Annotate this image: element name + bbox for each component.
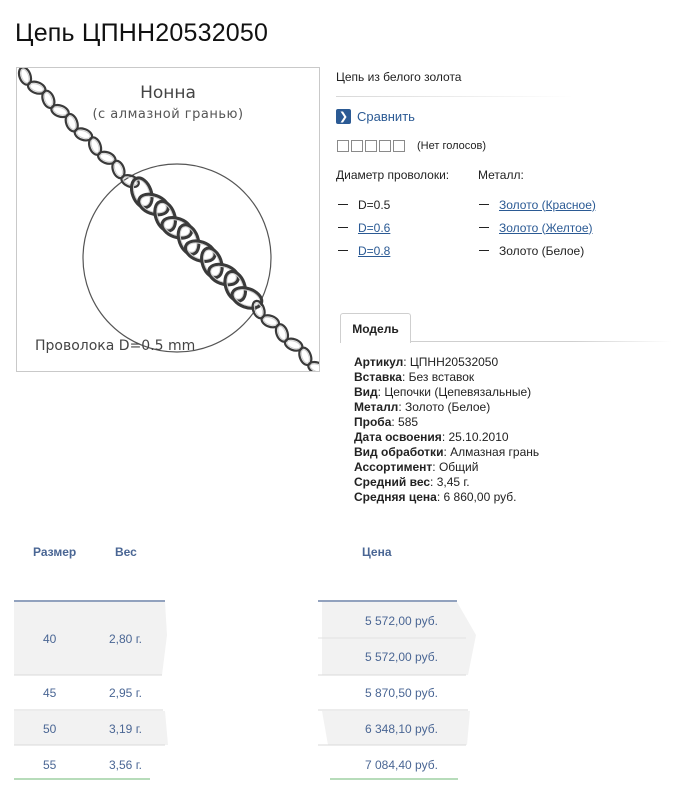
- spec-item: Вид обработки: Алмазная грань: [354, 445, 540, 459]
- spec-list: [354, 355, 539, 505]
- rating-star-1[interactable]: [337, 140, 349, 152]
- metal-option: [479, 239, 596, 262]
- spec-value: 585: [398, 415, 419, 429]
- dash: [338, 227, 348, 228]
- diameter-option: [338, 239, 390, 262]
- spec-value: Алмазная грань: [450, 445, 540, 459]
- metal-option-current: Золото (Белое): [499, 243, 585, 258]
- spec-key: Вид: [354, 385, 378, 399]
- diameter-option-current: D=0.5: [358, 197, 391, 212]
- spec-item: Ассортимент: Общий: [354, 460, 479, 474]
- metal-option-link[interactable]: Золото (Желтое): [499, 220, 593, 235]
- cell-size: 45: [43, 686, 57, 700]
- spec-value: 3,45 г.: [436, 475, 470, 489]
- cell-price: 6 348,10 руб.: [365, 722, 438, 736]
- image-caption-name: Нонна: [140, 83, 196, 103]
- cell-size: 50: [43, 722, 57, 736]
- votes-count: (Нет голосов): [417, 140, 487, 152]
- diameter-options: [338, 193, 390, 262]
- spec-value: Золото (Белое): [404, 400, 491, 414]
- diameter-option: [338, 216, 390, 239]
- image-caption-sub: (с алмазной гранью): [92, 107, 244, 122]
- tab-model[interactable]: Модель: [340, 313, 411, 343]
- cell-weight: 3,56 г.: [109, 758, 142, 772]
- diameter-option-link[interactable]: D=0.8: [358, 243, 391, 258]
- dash: [479, 204, 489, 205]
- spec-value: 25.10.2010: [448, 430, 509, 444]
- diameter-option-link[interactable]: D=0.6: [358, 220, 391, 235]
- spec-key: Дата освоения: [354, 430, 442, 444]
- metal-options: [479, 193, 596, 262]
- spec-key: Вставка: [354, 370, 402, 384]
- product-image: [16, 67, 320, 372]
- cell-weight: 2,80 г.: [109, 632, 142, 646]
- divider: [336, 96, 574, 97]
- spec-item: Проба: 585: [354, 415, 419, 429]
- cell-size: 40: [43, 632, 57, 646]
- rating-star-2[interactable]: [351, 140, 363, 152]
- spec-item: Вставка: Без вставок: [354, 370, 475, 384]
- spec-key: Артикул: [354, 355, 404, 369]
- cell-weight: 2,95 г.: [109, 686, 142, 700]
- magnifier-circle: [83, 164, 271, 352]
- spec-item: Артикул: ЦПНН20532050: [354, 355, 499, 369]
- arrow-right-icon: ❯: [336, 109, 351, 124]
- metal-option: [479, 193, 596, 216]
- column-header-weight: Вес: [115, 545, 137, 559]
- spec-value: Без вставок: [408, 370, 475, 384]
- rating-star-3[interactable]: [365, 140, 377, 152]
- dash: [338, 204, 348, 205]
- metal-option-link[interactable]: Золото (Красное): [499, 197, 596, 212]
- cell-price: 7 084,40 руб.: [365, 758, 438, 772]
- product-subtitle: Цепь из белого золота: [336, 70, 462, 84]
- spec-item: Дата освоения: 25.10.2010: [354, 430, 509, 444]
- spec-key: Металл: [354, 400, 399, 414]
- rating-star-4[interactable]: [379, 140, 391, 152]
- dash: [479, 250, 489, 251]
- rating-star-5[interactable]: [393, 140, 405, 152]
- spec-item: Вид: Цепочки (Цепевязальные): [354, 385, 532, 399]
- cell-weight: 3,19 г.: [109, 722, 142, 736]
- metal-option: [479, 216, 596, 239]
- cell-price: 5 870,50 руб.: [365, 686, 438, 700]
- spec-item: Средний вес: 3,45 г.: [354, 475, 470, 489]
- cell-price: 5 572,00 руб.: [365, 614, 438, 628]
- diameter-option: [338, 193, 390, 216]
- metal-heading: Металл:: [478, 168, 524, 182]
- compare-button[interactable]: [336, 109, 415, 124]
- spec-value: Цепочки (Цепевязальные): [384, 385, 532, 399]
- spec-key: Средняя цена: [354, 490, 437, 504]
- tab-bar: [340, 313, 672, 342]
- page-title: Цепь ЦПНН20532050: [15, 19, 269, 47]
- cell-price: 5 572,00 руб.: [365, 650, 438, 664]
- cell-size: 55: [43, 758, 57, 772]
- spec-value: ЦПНН20532050: [409, 355, 499, 369]
- column-header-size: Размер: [33, 545, 77, 559]
- spec-item: Средняя цена: 6 860,00 руб.: [354, 490, 517, 504]
- column-header-price: Цена: [362, 545, 392, 559]
- spec-item: Металл: Золото (Белое): [354, 400, 491, 414]
- spec-key: Ассортимент: [354, 460, 433, 474]
- spec-value: 6 860,00 руб.: [443, 490, 517, 504]
- table-background: [0, 595, 691, 795]
- rating: [337, 140, 486, 152]
- spec-key: Проба: [354, 415, 392, 429]
- dash: [338, 250, 348, 251]
- compare-label[interactable]: Сравнить: [357, 109, 415, 124]
- image-caption-wire: Проволока D=0.5 mm: [35, 338, 196, 354]
- spec-key: Средний вес: [354, 475, 431, 489]
- spec-key: Вид обработки: [354, 445, 444, 459]
- spec-value: Общий: [438, 460, 479, 474]
- dash: [479, 227, 489, 228]
- diameter-heading: Диаметр проволоки:: [336, 168, 450, 182]
